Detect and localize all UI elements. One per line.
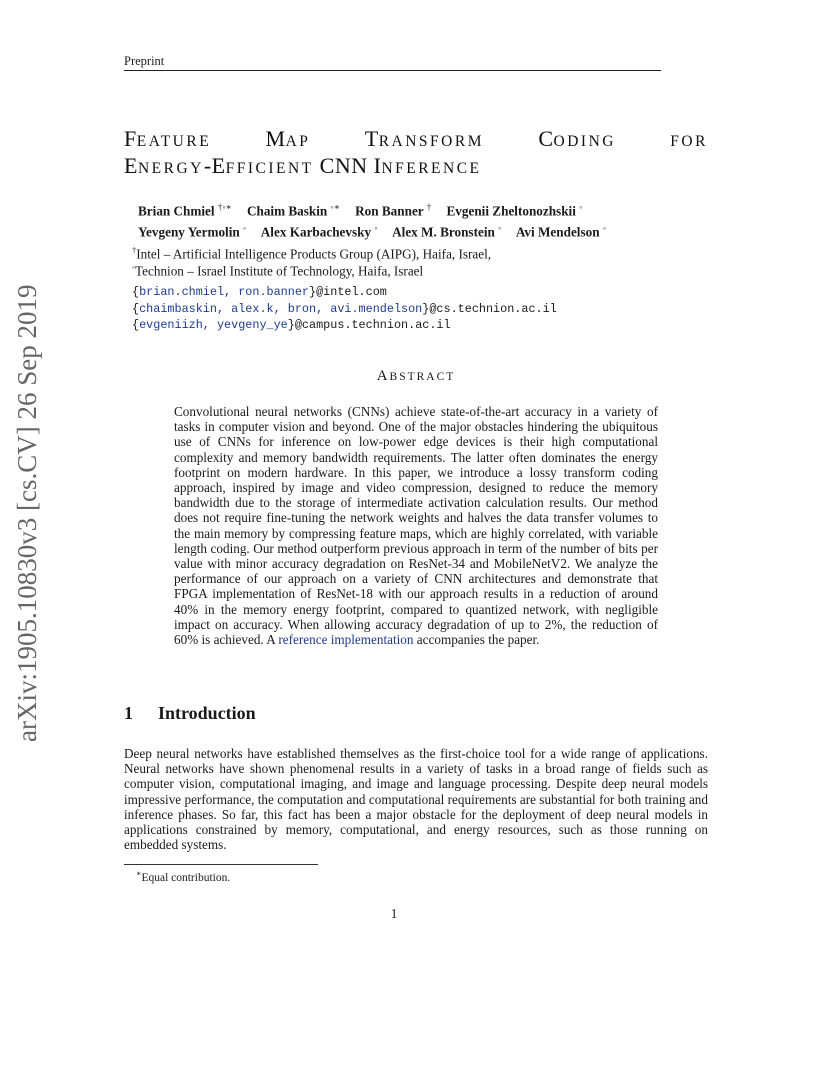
footnote: ∗Equal contribution.	[136, 869, 231, 884]
abstract-body: Convolutional neural networks (CNNs) achieve state-of-the-art accuracy in a variety of tasks in computer vision and beyond. One of the major obstacles hindering the ubiquitous use of CNNs for inference on low-power edge devices is their high computational complexity and memory bandwidth requirements. The latter often dominates the energy footprint on modern hardware. In this paper, we introduce a lossy transform coding approach, inspired by image and video compression, designed to reduce the memory bandwidth due to the storage of intermediate activation calculation results. Our method does not require fine-tuning the network weights and halves the data transfer volumes to the main memory by compressing feature maps, which are highly correlated, with variable length coding. Our method outperform previous approach in term of the number of bits per value with minor accuracy degradation on ResNet-34 and MobileNetV2. We analyze the performance of our approach on a variety of CNN architectures and demonstrate that FPGA implementation of ResNet-18 with our approach results in a reduction of around 40% in the memory energy footprint, compared to quantized network, with negligible impact on accuracy. When allowing accuracy degradation of up to 2%, the reduction of 60% is achieved. A reference implementation accompanies the paper.	[174, 404, 658, 648]
author-affiliation-marks: †◦∗	[217, 202, 232, 212]
author-affiliation-marks: ◦	[243, 223, 247, 233]
title-word: FOR	[670, 133, 708, 150]
title-word: MAP	[265, 126, 311, 151]
reference-implementation-link[interactable]: reference implementation	[278, 632, 414, 648]
affiliation-intel: †Intel – Artificial Intelligence Products Group (AIPG), Haifa, Israel,	[132, 245, 492, 262]
title-word: FEATURE	[124, 126, 212, 151]
authors-line-2	[138, 223, 606, 240]
affiliation-technion: ◦Technion – Israel Institute of Technology, Haifa, Israel	[132, 262, 424, 279]
email-link[interactable]: evgeniizh, yevgeny_ye	[139, 318, 288, 332]
author-name: Alex M. Bronstein	[392, 224, 495, 240]
author-name: Ron Banner	[355, 203, 424, 219]
section-heading-introduction	[124, 703, 256, 724]
abstract-heading: ABSTRACT	[376, 368, 456, 384]
author-affiliation-marks: ◦∗	[330, 202, 340, 212]
author-name: Yevgeny Yermolin	[138, 224, 240, 240]
email-link[interactable]: brian.chmiel, ron.banner	[139, 285, 309, 299]
title-word: TRANSFORM	[364, 126, 484, 151]
section-title: Introduction	[158, 703, 256, 723]
email-line-intel: {brian.chmiel, ron.banner}@intel.com	[132, 285, 387, 299]
author-name: Chaim Baskin	[246, 203, 328, 219]
footnote-rule	[124, 864, 318, 865]
arxiv-identifier: arXiv:1905.10830v3 [cs.CV] 26 Sep 2019	[12, 284, 42, 742]
header-rule	[124, 70, 661, 71]
author-affiliation-marks: †	[426, 202, 432, 212]
author-name: Evgenii Zheltonozhskii	[446, 203, 576, 219]
author-affiliation-marks: ◦	[579, 202, 583, 212]
page-number: 1	[390, 906, 398, 921]
introduction-paragraph: Deep neural networks have established themselves as the first-choice tool for a wide range of applications. Neural networks have shown phenomenal results in a variety of tasks in a broad range of fields such as computer vision, computational imaging, and image and language processing. Despite deep neural models impressive performance, the computation and computational requirements are substantial for both training and inference phases. So far, this fact has been a major obstacle for the deployment of deep neural models in applications constrained by memory, computational, and energy resources, such as those running on embedded systems.	[124, 746, 708, 853]
paper-title-line-2: ENERGY-EFFICIENT CNN INFERENCE	[124, 153, 482, 178]
author-name: Brian Chmiel	[138, 203, 215, 219]
email-line-cs-technion: {chaimbaskin, alex.k, bron, avi.mendelson}@cs.technion.ac.il	[132, 302, 557, 316]
section-number: 1	[124, 703, 133, 723]
email-link[interactable]: chaimbaskin, alex.k, bron, avi.mendelson	[139, 302, 423, 316]
author-name: Alex Karbachevsky	[260, 224, 372, 240]
author-affiliation-marks: ◦	[498, 223, 502, 233]
paper-title-line-1	[124, 126, 708, 152]
authors-line-1	[138, 202, 582, 219]
title-word: CODING	[538, 126, 616, 151]
author-affiliation-marks: ◦	[602, 223, 607, 233]
email-line-campus-technion: {evgeniizh, yevgeny_ye}@campus.technion.ac.il	[132, 318, 451, 332]
author-affiliation-marks: ◦	[374, 223, 378, 233]
running-header: Preprint	[124, 54, 165, 68]
author-name: Avi Mendelson	[515, 224, 600, 240]
